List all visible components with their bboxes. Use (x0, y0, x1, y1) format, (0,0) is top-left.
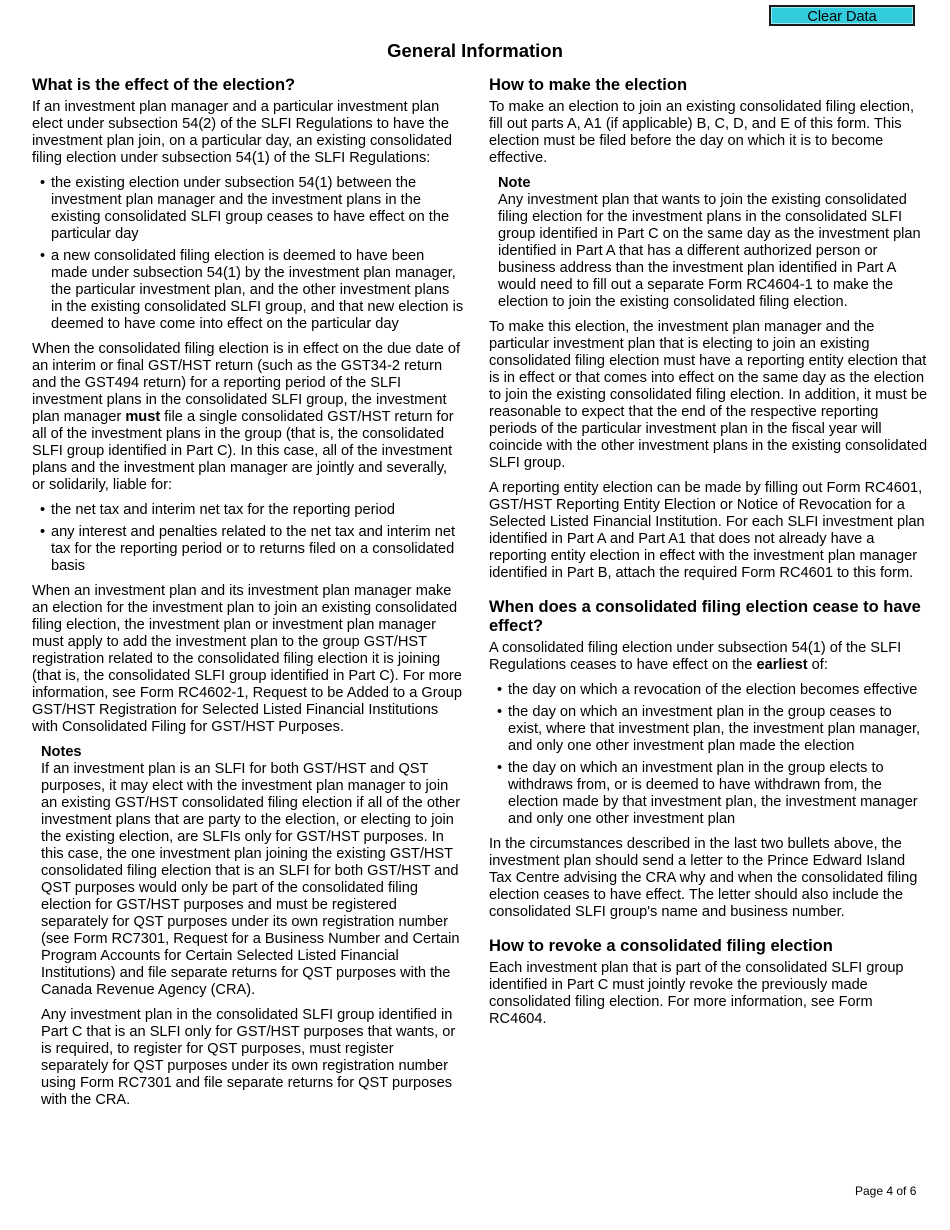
list-item-text: the existing election under subsection 54(1) between the investment plan manager and the investment plans in the existing consolidated SLFI group ceases to have effect on the particular day (51, 175, 450, 242)
make-paragraph-3: A reporting entity election can be made by filling out Form RC4601, GST/HST Reporting Entity Election or Notice of Revocation for a Selected Listed Financial Institution. For each SLFI investment plan identified in Part A and Part A1 that does not already have a reporting entity election in effect with the investment plan manager identified in Part B, attach the required Form RC4601 to this form. (489, 480, 925, 581)
list-item: • the day on which an investment plan in the group elects to withdraws from, or is deemed to have withdrawn from, the election made by that investment plan, the investment manager and only one other investment plan (497, 760, 918, 827)
list-item: • the day on which a revocation of the election becomes effective (497, 682, 918, 698)
effect-paragraph-2: When the consolidated filing election is in effect on the due date of an interim or final GST/HST return (such as the GST34-2 return and the GST494 return) for a reporting period of the SLFI investment plans in the consolidated SLFI group, the investment plan manager must file a single consolidated GST/HST return for all of the investment plans in the group (that is, the consolidated SLFI group identified in Part C). In this case, all of the investment plans and the investment plan manager are jointly and severally, or solidarily, liable for: (32, 341, 461, 493)
page-title: General Information (387, 40, 563, 61)
left-column (32, 76, 464, 1117)
list-item-text: the day on which a revocation of the election becomes effective (508, 682, 918, 698)
page-number: Page 4 of 6 (855, 1184, 917, 1198)
note-1: If an investment plan is an SLFI for both GST/HST and QST purposes, it may elect with the investment plan manager to join an existing GST/HST consolidated filing election if all of the other investment plans that are party to the election, or electing to join the existing election, are SLFIs only for GST/HST purposes. In this case, the one investment plan joining the existing GST/HST consolidated filing election that is an SLFI for both GST/HST and QST purposes would only be part of the consolidated filing election for GST/HST purposes and must be registered separately for QST purposes under its own registration number (see Form RC7301, Request for a Business Number and Certain Program Accounts for Certain Selected Listed Financial Institutions) and file separate returns for QST purposes with the Canada Revenue Agency (CRA). (41, 761, 461, 998)
cease-bullet-list (489, 682, 929, 828)
cease-intro: A consolidated filing election under subsection 54(1) of the SLFI Regulations ceases to have effect on the earliest of: (489, 640, 902, 673)
note-block (498, 175, 929, 311)
cease-paragraph: In the circumstances described in the last two bullets above, the investment plan should send a letter to the Prince Edward Island Tax Centre advising the CRA why and when the consolidated filing election ceases to have effect. The letter should also include the consolidated SLFI group's name and business number. (489, 836, 918, 920)
note-text: Any investment plan that wants to join the existing consolidated filing election for the investment plans in the consolidated SLFI group identified in Part C on the same day as the investment plan identified in Part A that has a different authorized person or business address than the investment plan identified in Part A would need to fill out a separate Form RC4604-1 to make the election to join the existing consolidated filing election. (498, 192, 921, 310)
make-election-heading: How to make the election (489, 76, 688, 94)
list-item: • the existing election under subsection 54(1) between the investment plan manager and the investment plans in the existing consolidated SLFI group ceases to have effect on the particular day (40, 175, 450, 242)
list-item: • the net tax and interim net tax for the reporting period (40, 502, 395, 518)
revoke-heading: How to revoke a consolidated filing election (489, 937, 833, 955)
list-item: • any interest and penalties related to the net tax and interim net tax for the reporting period or to returns filed on a consolidated basis (40, 524, 456, 574)
effect-paragraph-3: When an investment plan and its investment plan manager make an election for the investment plan to join an existing consolidated filing election, the investment plan or investment plan manager must apply to add the investment plan to the group GST/HST registration related to the consolidated filing election it is joining (that is, the consolidated SLFI group identified in Part C). For more information, see Form RC4602-1, Request to be Added to a Group GST/HST Registration for Selected Listed Financial Institutions with Consolidated Filing for GST/HST Purposes. (32, 583, 462, 735)
clear-data-button[interactable]: Clear Data (769, 5, 915, 26)
liability-bullet-list (32, 502, 464, 575)
note-heading: Note (498, 175, 531, 191)
list-item-text: the day on which an investment plan in the group elects to withdraws from, or is deemed to have withdrawn from, the election made by that investment plan, the investment manager and only one other investment plan (508, 760, 918, 827)
list-item: • a new consolidated filing election is deemed to have been made under subsection 54(1) by the investment plan manager, the particular investment plan, and the other investment plans in the existing consolidated SLFI group, and that new election is deemed to have come into effect on the particular day (40, 248, 464, 332)
effect-intro: If an investment plan manager and a particular investment plan elect under subsection 54(2) of the SLFI Regulations to have the investment plan join, on a particular day, an existing consolidated filing election under subsection 54(1) of the SLFI Regulations: (32, 99, 452, 166)
notes-block (41, 744, 464, 1109)
note-2: Any investment plan in the consolidated SLFI group identified in Part C that is an SLFI only for GST/HST purposes that wants, or is required, to register for QST purposes, must register separately for QST purposes under its own registration number using Form RC7301 and file separate returns for QST purposes with the CRA. (41, 1007, 456, 1108)
right-column (489, 76, 929, 1036)
cease-heading: When does a consolidated filing election cease to have effect? (489, 598, 921, 635)
list-item: • the day on which an investment plan in the group ceases to exist, where that investment plan, the investment plan manager, and only one other investment plan made the election (497, 704, 921, 754)
effect-heading: What is the effect of the election? (32, 76, 296, 94)
effect-bullet-list (32, 175, 464, 333)
list-item-text: the day on which an investment plan in the group ceases to exist, where that investment plan, the investment plan manager, and only one other investment plan made the election (508, 704, 921, 754)
list-item-text: a new consolidated filing election is deemed to have been made under subsection 54(1) by the investment plan manager, the particular investment plan, and the other investment plans in the existing consolidated SLFI group, and that new election is deemed to have come into effect on the particular day (51, 248, 464, 332)
list-item-text: any interest and penalties related to the net tax and interim net tax for the reporting period or to returns filed on a consolidated basis (51, 524, 456, 574)
notes-heading: Notes (41, 744, 82, 760)
make-paragraph-1: To make an election to join an existing consolidated filing election, fill out parts A, A1 (if applicable) B, C, D, and E of this form. This election must be filed before the day on which it is to become effective. (489, 99, 915, 166)
list-item-text: the net tax and interim net tax for the reporting period (51, 502, 395, 518)
revoke-paragraph: Each investment plan that is part of the consolidated SLFI group identified in Part C must jointly revoke the previously made consolidated filing election. For more information, see Form RC4604. (489, 960, 904, 1027)
make-paragraph-2: To make this election, the investment plan manager and the particular investment plan that is electing to join an existing consolidated filing election must have a reporting entity election that is in effect or that comes into effect on the same day as the election to join the existing consolidated filing election. In addition, it must be reasonable to expect that the end of the respective reporting periods of the particular investment plan in the fiscal year will coincide with the other investment plans in the existing consolidated SLFI group. (489, 319, 928, 471)
